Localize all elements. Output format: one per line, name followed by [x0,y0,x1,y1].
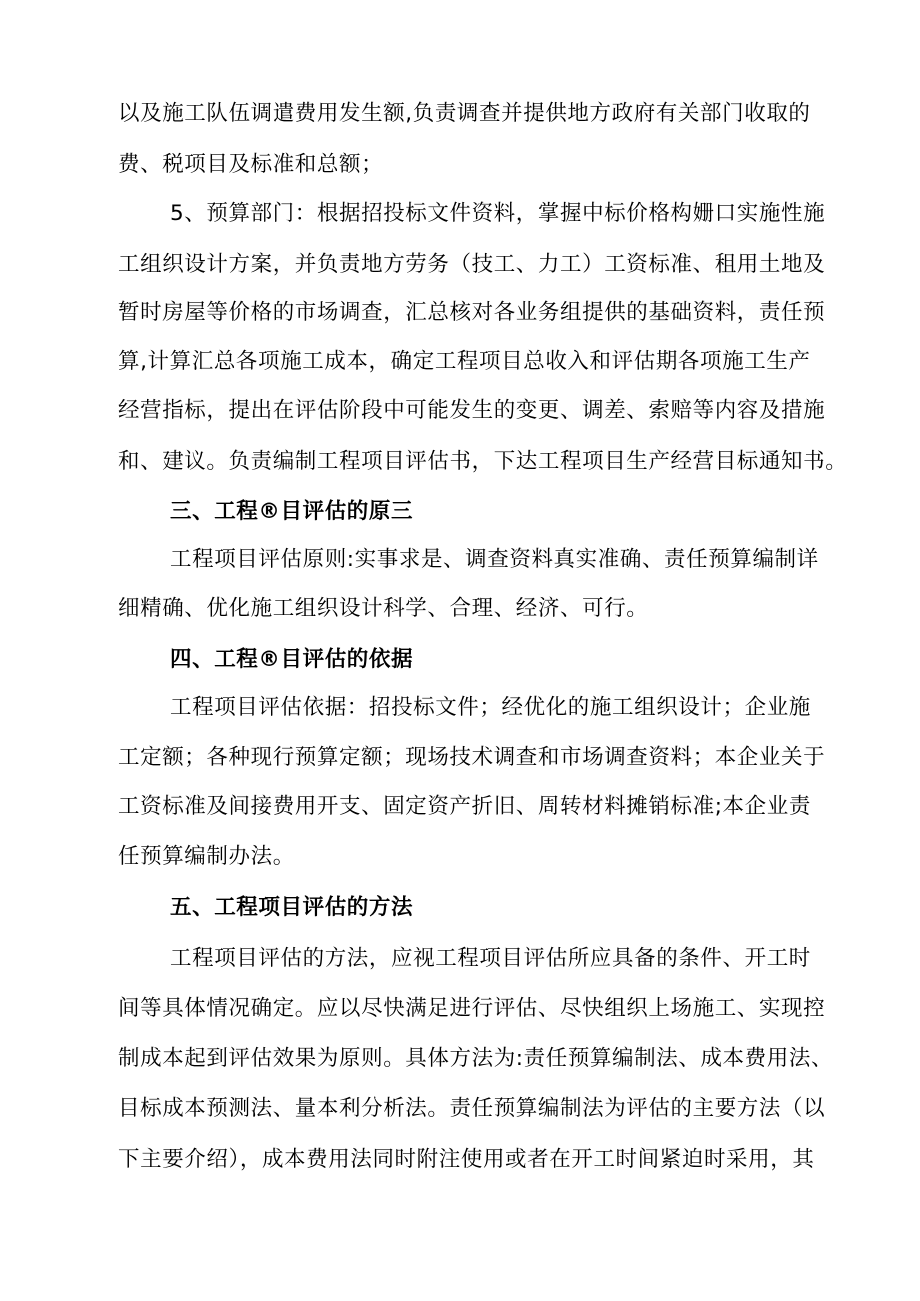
section-heading: 五、工程项目评估的方法 [170,895,414,920]
paragraph-line: 工程项目评估依据：招投标文件；经优化的施工组织设计；企业施 [170,695,811,720]
section-heading: 四、工程®目评估的依据 [170,647,414,672]
paragraph-line: 算,计算汇总各项施工成本，确定工程项目总收入和评估期各项施工生产 [118,349,811,374]
paragraph-line: 工资标准及间接费用开支、固定资产折旧、周转材料摊销标准;本企业责 [118,794,811,819]
paragraph-line: 和、建议。负责编制工程项目评估书，下达工程项目生产经营目标通知书。 [118,449,848,474]
paragraph-line: 间等具体情况确定。应以尽快满足进行评估、尽快组织上场施工、实现控 [118,996,826,1021]
paragraph-line: 暂时房屋等价格的市场调查，汇总核对各业务组提供的基础资料，责任预 [118,300,826,325]
paragraph-line: 工程项目评估原则:实事求是、调查资料真实准确、责任预算编制详 [170,547,819,572]
paragraph-line: 工组织设计方案，并负责地方劳务（技工、力工）工资标准、租用土地及 [118,252,826,277]
paragraph-line: 细精确、优化施工组织设计科学、合理、经济、可行。 [118,596,649,621]
section-heading: 三、工程®目评估的原三 [170,499,414,524]
paragraph-line: 工程项目评估的方法，应视工程项目评估所应具备的条件、开工时 [170,946,811,971]
paragraph-line: 工定额；各种现行预算定额；现场技术调查和市场调查资料；本企业关于 [118,745,826,770]
paragraph-line: 制成本起到评估效果为原则。具体方法为:责任预算编制法、成本费用法、 [118,1046,834,1071]
paragraph-line: 以及施工队伍调遣费用发生额,负责调查并提供地方政府有关部门收取的 [118,101,811,126]
paragraph-line: 经营指标，提出在评估阶段中可能发生的变更、调差、索赔等内容及措施 [118,398,826,423]
paragraph-line: 目标成本预测法、量本利分析法。责任预算编制法为评估的主要方法（以 [118,1096,826,1121]
paragraph-line: 5、预算部门：根据招投标文件资料，掌握中标价格构姗口实施性施 [170,201,826,226]
paragraph-line: 任预算编制办法。 [118,844,295,869]
paragraph-line: 费、税项目及标准和总额； [118,152,384,177]
paragraph-line: 下主要介绍），成本费用法同时附注使用或者在开工时间紧迫时采用，其 [118,1147,815,1172]
